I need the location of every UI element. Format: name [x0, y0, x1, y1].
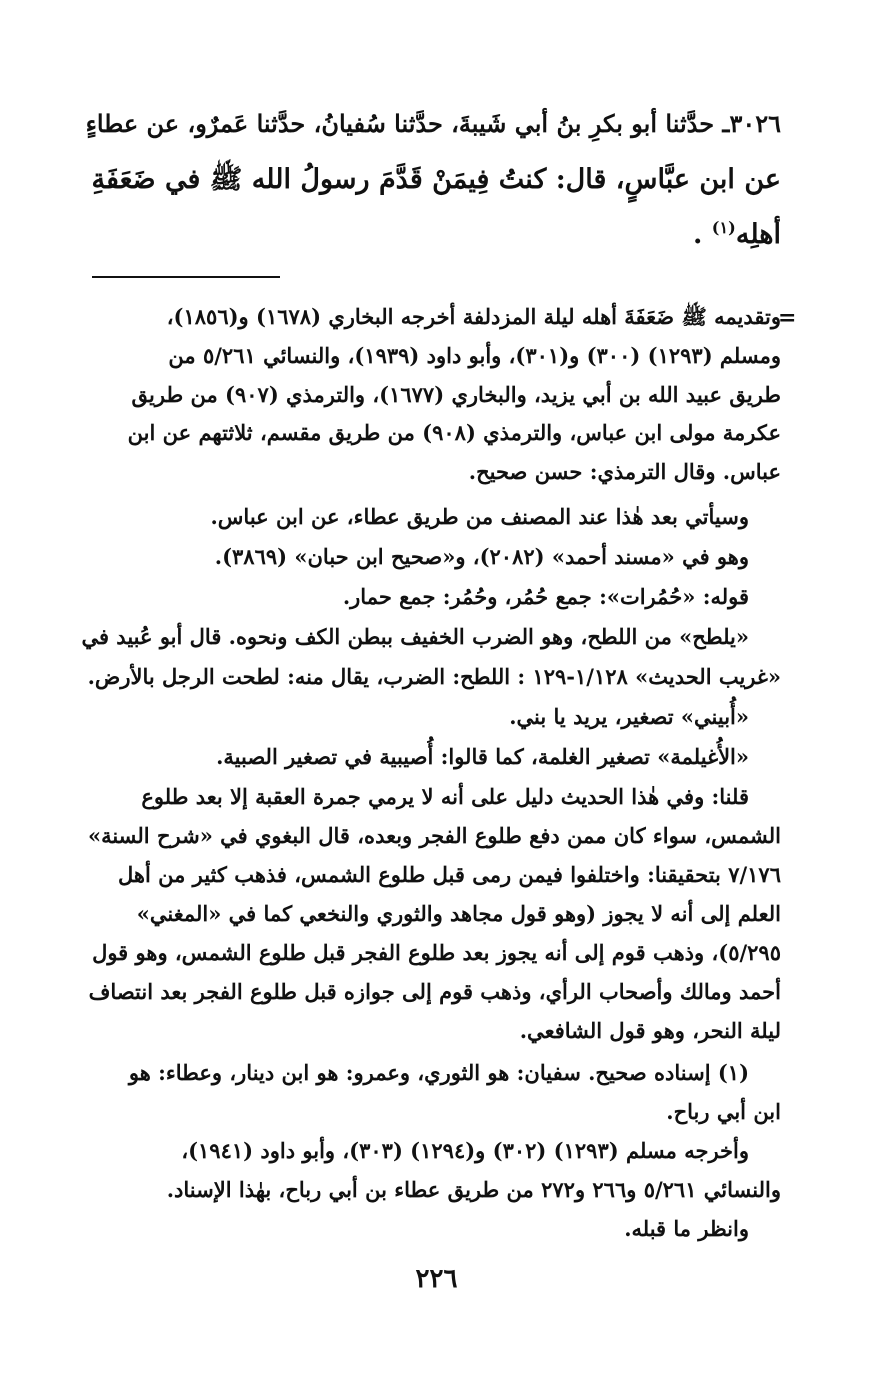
footnote-line: وانظر ما قبله.: [624, 1216, 749, 1241]
commentary-line: قلنا: وفي هٰذا الحديث دليل على أنه لا يرمي جمرة العقبة إلا بعد طلوع: [141, 784, 749, 809]
footnote-separator: [92, 276, 280, 278]
commentary-line: قوله: «حُمُرات»: جمع حُمُر، وحُمُر: جمع حمار.: [342, 584, 749, 609]
commentary-line: «غريب الحديث» ١/١٢٨-١٢٩ : اللطح: الضرب، يقال منه: لطحت الرجل بالأرض.: [87, 664, 781, 689]
commentary-line: ٧/١٧٦ بتحقيقنا: واختلفوا فيمن رمى قبل طلوع الشمس، فذهب كثير من أهل: [117, 862, 781, 887]
continuation-marker: =: [778, 305, 797, 331]
footnote-line: والنسائي ٥/٢٦١ و٢٦٦ و٢٧٢ من طريق عطاء بن أبي رباح، بهٰذا الإسناد.: [166, 1177, 781, 1202]
hadith-line-last: [693, 220, 781, 248]
footnote-line: وأخرجه مسلم (١٢٩٣) (٣٠٢) و(١٢٩٤) (٣٠٣)، وأبو داود (١٩٤١)،: [181, 1138, 749, 1163]
commentary-line: طريق عبيد الله بن أبي يزيد، والبخاري (١٦٧٧)، والترمذي (٩٠٧) من طريق: [131, 382, 781, 407]
commentary-line: وسيأتي بعد هٰذا عند المصنف من طريق عطاء، عن ابن عباس.: [210, 504, 749, 529]
commentary-line: أحمد ومالك وأصحاب الرأي، وذهب قوم إلى جوازه قبل طلوع الفجر بعد انتصاف: [88, 979, 781, 1004]
end-mark: .: [692, 219, 703, 250]
commentary-line: عباس. وقال الترمذي: حسن صحيح.: [468, 459, 781, 484]
commentary-line: ليلة النحر، وهو قول الشافعي.: [519, 1018, 781, 1043]
commentary-line: وهو في «مسند أحمد» (٢٠٨٢)، و«صحيح ابن حبان» (٣٨٦٩).: [214, 544, 749, 569]
commentary-line: العلم إلى أنه لا يجوز (وهو قول مجاهد والثوري والنخعي كما في «المغني»: [136, 901, 781, 926]
commentary-line: «أُبيني» تصغير، يريد يا بني.: [509, 704, 749, 729]
commentary-line: ومسلم (١٢٩٣) (٣٠٠) و(٣٠١)، وأبو داود (١٩٣٩)، والنسائي ٥/٢٦١ من: [168, 343, 781, 368]
commentary-line: وتقديمه ﷺ ضَعَفَةَ أهله ليلة المزدلفة أخرجه البخاري (١٦٧٨) و(١٨٥٦)،: [166, 304, 781, 329]
commentary-line: «يلطح» من اللطح، وهو الضرب الخفيف ببطن الكف ونحوه. قال أبو عُبيد في: [81, 624, 749, 649]
hadith-line: عن ابن عبَّاسٍ، قال: كنتُ فِيمَنْ قَدَّمَ رسولُ الله ﷺ في ضَعَفَةِ: [91, 164, 781, 195]
footnote-line: (١) إسناده صحيح. سفيان: هو الثوري، وعمرو: هو ابن دينار، وعطاء: هو: [128, 1060, 749, 1085]
commentary-line: عكرمة مولى ابن عباس، والترمذي (٩٠٨) من طريق مقسم، ثلاثتهم عن ابن: [127, 420, 781, 445]
page-number: ٢٢٦: [415, 1264, 458, 1294]
footnote-line: ابن أبي رباح.: [666, 1099, 781, 1124]
commentary-line: «الأُغيلمة» تصغير الغلمة، كما قالوا: أُصيبية في تصغير الصبية.: [216, 744, 749, 769]
footnote-marker: (١): [711, 218, 736, 237]
hadith-line: ٣٠٢٦ـ حدَّثنا أبو بكرِ بنُ أبي شَيبةَ، حدَّثنا سُفيانُ، حدَّثنا عَمرٌو، عن عطاءٍ: [85, 109, 781, 138]
commentary-line: الشمس، سواء كان ممن دفع طلوع الفجر وبعده، قال البغوي في «شرح السنة»: [87, 823, 781, 848]
commentary-line: ٥/٢٩٥)، وذهب قوم إلى أنه يجوز بعد طلوع الفجر قبل طلوع الشمس، وهو قول: [92, 940, 781, 965]
hadith-line-text: أهلِه: [735, 219, 781, 250]
